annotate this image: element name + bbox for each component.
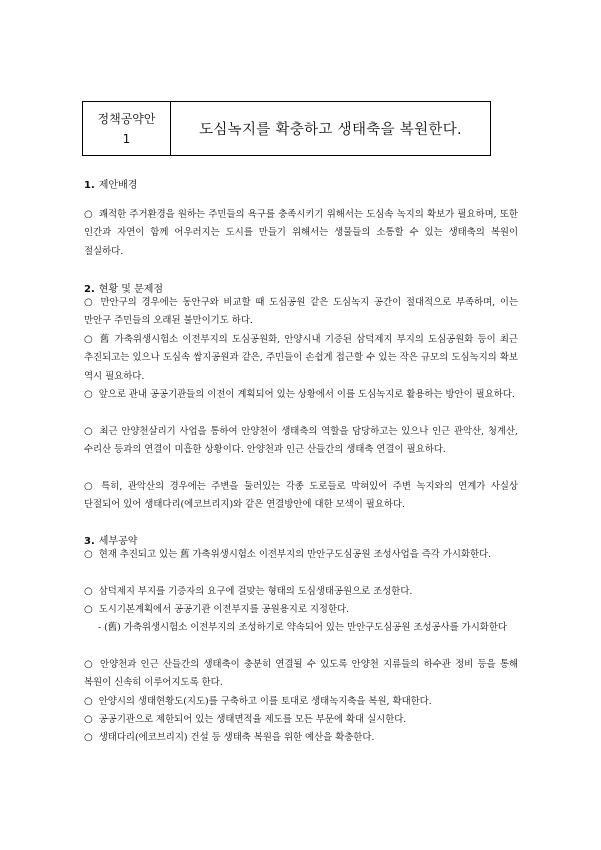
- paragraph: [84, 583, 518, 601]
- paragraph: [84, 711, 518, 729]
- bullet-circle-icon: ○: [84, 209, 93, 220]
- paragraph-text: 생태다리(에코브리지) 건설 등 생태축 복원을 위한 예산을 확충한다.: [98, 732, 375, 743]
- section-number: 1.: [84, 180, 95, 191]
- paragraph-text: - (舊) 가축위생시험소 이전부지의 조성하기로 약속되어 있는 만안구도심공원 조성공사를 가시화한다: [98, 622, 507, 633]
- bullet-circle-icon: ○: [84, 334, 93, 345]
- section-heading-status: [84, 280, 163, 295]
- paragraph: [84, 729, 518, 747]
- bullet-circle-icon: ○: [84, 481, 93, 492]
- paragraph: [84, 656, 518, 693]
- section-number: 2.: [84, 284, 95, 295]
- paragraph-text: 안양시의 생태현황도(지도)를 구축하고 이를 토대로 생태녹지축을 복원, 확대한다.: [98, 696, 432, 707]
- paragraph: [84, 386, 518, 404]
- bullet-circle-icon: ○: [84, 604, 93, 615]
- bullet-circle-icon: ○: [84, 426, 93, 437]
- paragraph-text: 특히, 관악산의 경우에는 주변을 둘러있는 각종 도로들로 막혀있어 주변 녹지와의 연계가 사실상 단절되어 있어 생태다리(에코브리지)와 같은 연결방안에 대한 모색이 필요하다.: [84, 481, 518, 511]
- bullet-circle-icon: ○: [84, 586, 93, 597]
- document-title: 도심녹지를 확충하고 생태축을 복원한다.: [199, 122, 462, 138]
- bullet-circle-icon: ○: [84, 714, 93, 725]
- bullet-circle-icon: ○: [84, 659, 93, 670]
- bullet-circle-icon: ○: [84, 732, 93, 743]
- paragraph: [84, 693, 518, 711]
- paragraph: [84, 294, 518, 331]
- bullet-circle-icon: ○: [84, 389, 93, 400]
- pledge-number: 1: [122, 131, 131, 146]
- bullet-circle-icon: ○: [84, 549, 93, 560]
- paragraph-text: 삼덕제지 부지를 기증자의 요구에 걸맞는 형태의 도심생태공원으로 조성한다.: [98, 586, 413, 597]
- section-heading-pledges: [84, 532, 137, 547]
- paragraph: [84, 423, 518, 460]
- paragraph-text: 공공기관으로 제한되어 있는 생태면적율 제도를 모든 부문에 확대 실시한다.: [98, 714, 407, 725]
- pledge-label-cell: [83, 102, 171, 155]
- paragraph-text: 앞으로 관내 공공기관들의 이전이 계획되어 있는 상황에서 이를 도심녹지로 활용하는 방안이 필요하다.: [98, 389, 515, 400]
- paragraph: [84, 331, 518, 386]
- paragraph-text: 안양천과 인근 산들간의 생태축이 충분히 연결될 수 있도록 안양천 지류들의 하수관 정비 등을 통해 복원이 신속히 이루어지도록 한다.: [84, 659, 519, 689]
- paragraph-text: 최근 안양천살리기 사업을 통하여 안양천이 생태축의 역할을 담당하고는 있으나 인근 관악산, 청계산, 수리산 등과의 연결이 미흡한 상황이다. 안양천과 인근 산들간의 생태축 연결이 필요하다.: [84, 426, 518, 456]
- bullet-circle-icon: ○: [84, 297, 93, 308]
- section-number: 3.: [84, 536, 95, 547]
- paragraph-text: 도시기본계획에서 공공기관 이전부지를 공원용지로 지정한다.: [98, 604, 350, 615]
- pledge-label: 정책공약안: [97, 111, 156, 126]
- section-title: 제안배경: [98, 180, 138, 191]
- paragraph-text: 만안구의 경우에는 동안구와 비교할 때 도심공원 같은 도심녹지 공간이 절대적으로 부족하며, 이는 만안구 주민들의 오래된 불만이기도 하다.: [84, 297, 519, 327]
- section-title: 현황 및 문제점: [98, 284, 164, 295]
- paragraph: [84, 478, 518, 515]
- paragraph: [84, 601, 518, 619]
- title-box: [82, 101, 491, 156]
- paragraph-text: 현재 추진되고 있는 舊 가축위생시험소 이전부지의 만안구도심공원 조성사업을 즉각 가시화한다.: [98, 549, 492, 560]
- paragraph: [84, 206, 518, 261]
- section-title: 세부공약: [98, 536, 138, 547]
- paragraph-subitem: [84, 619, 518, 637]
- section-heading-background: [84, 176, 137, 191]
- bullet-circle-icon: ○: [84, 696, 93, 707]
- paragraph: [84, 546, 518, 564]
- paragraph-text: 舊 가축위생시험소 이전부지의 도심공원화, 안양시내 기증된 삼덕제지 부지의 도심공원화 등이 최근 추진되고는 있으나 도심속 쌈지공원과 같은, 주민들이 손쉽게 접근할 수 있는 작은 규모의 도심녹지의 확보 역시 필요하다.: [84, 334, 518, 382]
- paragraph-text: 쾌적한 주거환경을 원하는 주민들의 욕구를 충족시키기 위해서는 도심속 녹지의 확보가 필요하며, 또한 인간과 자연이 함께 어우러지는 도시를 만들기 위해서는 생물들의 소통할 수 있는 생태축의 복원이 절실하다.: [84, 209, 518, 257]
